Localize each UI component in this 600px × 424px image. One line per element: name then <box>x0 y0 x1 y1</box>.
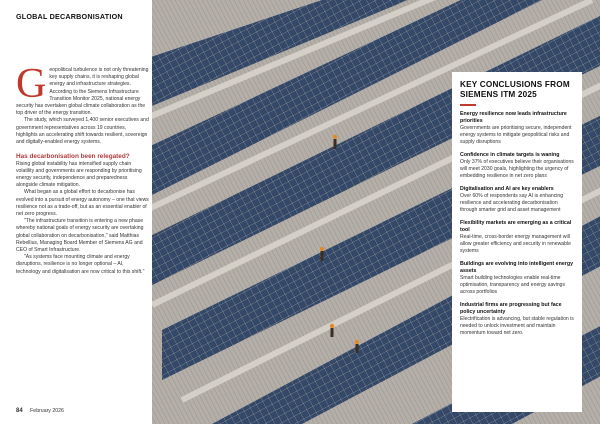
conclusion-heading: Industrial firms are progressing but face policy uncertainty <box>460 301 562 315</box>
conclusion-item <box>460 152 574 180</box>
issue-date: February 2026 <box>30 408 64 414</box>
conclusion-body: Smart building technologies enable real-time optimisation, transparency and energy savings across portfolios <box>460 274 566 295</box>
conclusions-title: KEY CONCLUSIONS FROM SIEMENS ITM 2025 <box>460 80 570 99</box>
conclusion-item <box>460 220 574 255</box>
subsection-paragraph-1: Rising global instability has intensified supply chain volatility and governments are responding by prioritising energy security, independence and preparedness alongside climate mitigation. <box>16 160 142 189</box>
article-body <box>16 61 149 276</box>
conclusion-item <box>460 186 574 214</box>
conclusion-item <box>460 302 574 337</box>
conclusion-body: Only 37% of executives believe their organisations will meet 2030 goals, highlighting the urgency of embedding resilience in net zero plans <box>460 158 574 179</box>
subsection-heading: Has decarbonisation been relegated? <box>16 153 130 161</box>
intro-paragraph-1: eopolitical turbulence is not only threatening key supply chains, it is reshaping global energy and infrastructure strategies. According to the Siemens Infrastructure Transition Monitor 2025, national energy security has overtaken global climate collaboration as the top driver of the energy transition. <box>16 67 149 117</box>
conclusion-body: Real-time, cross-border energy management will allow greater efficiency and security in renewable systems <box>460 233 571 254</box>
article-column <box>0 0 152 424</box>
key-conclusions-box <box>452 72 582 412</box>
subsection-paragraph-4: "As systems face mounting climate and energy disruptions, resilience is no longer optional – AI, technology and digitalisation are now critical to this shift." <box>16 254 145 275</box>
conclusion-heading: Buildings are evolving into intelligent energy assets <box>460 260 574 274</box>
section-title: GLOBAL DECARBONISATION <box>16 12 123 21</box>
conclusion-item <box>460 261 574 296</box>
conclusion-heading: Flexibility markets are emerging as a critical tool <box>460 219 572 233</box>
drop-cap: G <box>16 61 47 107</box>
page-number: 84 <box>16 408 23 414</box>
conclusion-heading: Energy resilience now leads infrastructure priorities <box>460 110 567 124</box>
subsection-paragraph-2: What began as a global effort to decarbonise has evolved into a pursuit of energy autonomy – one that views resilience not as a trade-off, but as an essential enabler of net zero progress. <box>16 189 149 218</box>
conclusion-heading: Digitalisation and AI are key enablers <box>460 185 554 192</box>
page-footer <box>16 408 64 414</box>
subsection-paragraph-3: "The infrastructure transition is entering a new phase whereby national goals of energy security are overtaking global collaboration on decarbonisation," said Matthias Rebellius, Managing Board Member of Siemens AG and CEO of Smart Infrastructure. <box>16 218 144 254</box>
conclusion-heading: Confidence in climate targets is waning <box>460 151 560 158</box>
conclusion-body: Over 60% of respondents say AI is enhancing resilience and accelerating decarbonisation through smarter grid and asset management <box>460 192 564 213</box>
conclusion-body: Electrification is advancing, but stable regulation is needed to unlock investment and maintain momentum toward net zero. <box>460 315 574 336</box>
intro-paragraph-2: The study, which surveyed 1,400 senior executives and government representatives across 19 countries, highlights an accelerating shift towards resilient, sovereign and digitally-enabled energy systems. <box>16 117 149 146</box>
conclusion-item <box>460 111 574 146</box>
conclusions-rule <box>460 104 476 106</box>
conclusion-body: Governments are prioritising secure, independent energy systems to mitigate geopolitical risks and supply disruptions <box>460 124 572 145</box>
